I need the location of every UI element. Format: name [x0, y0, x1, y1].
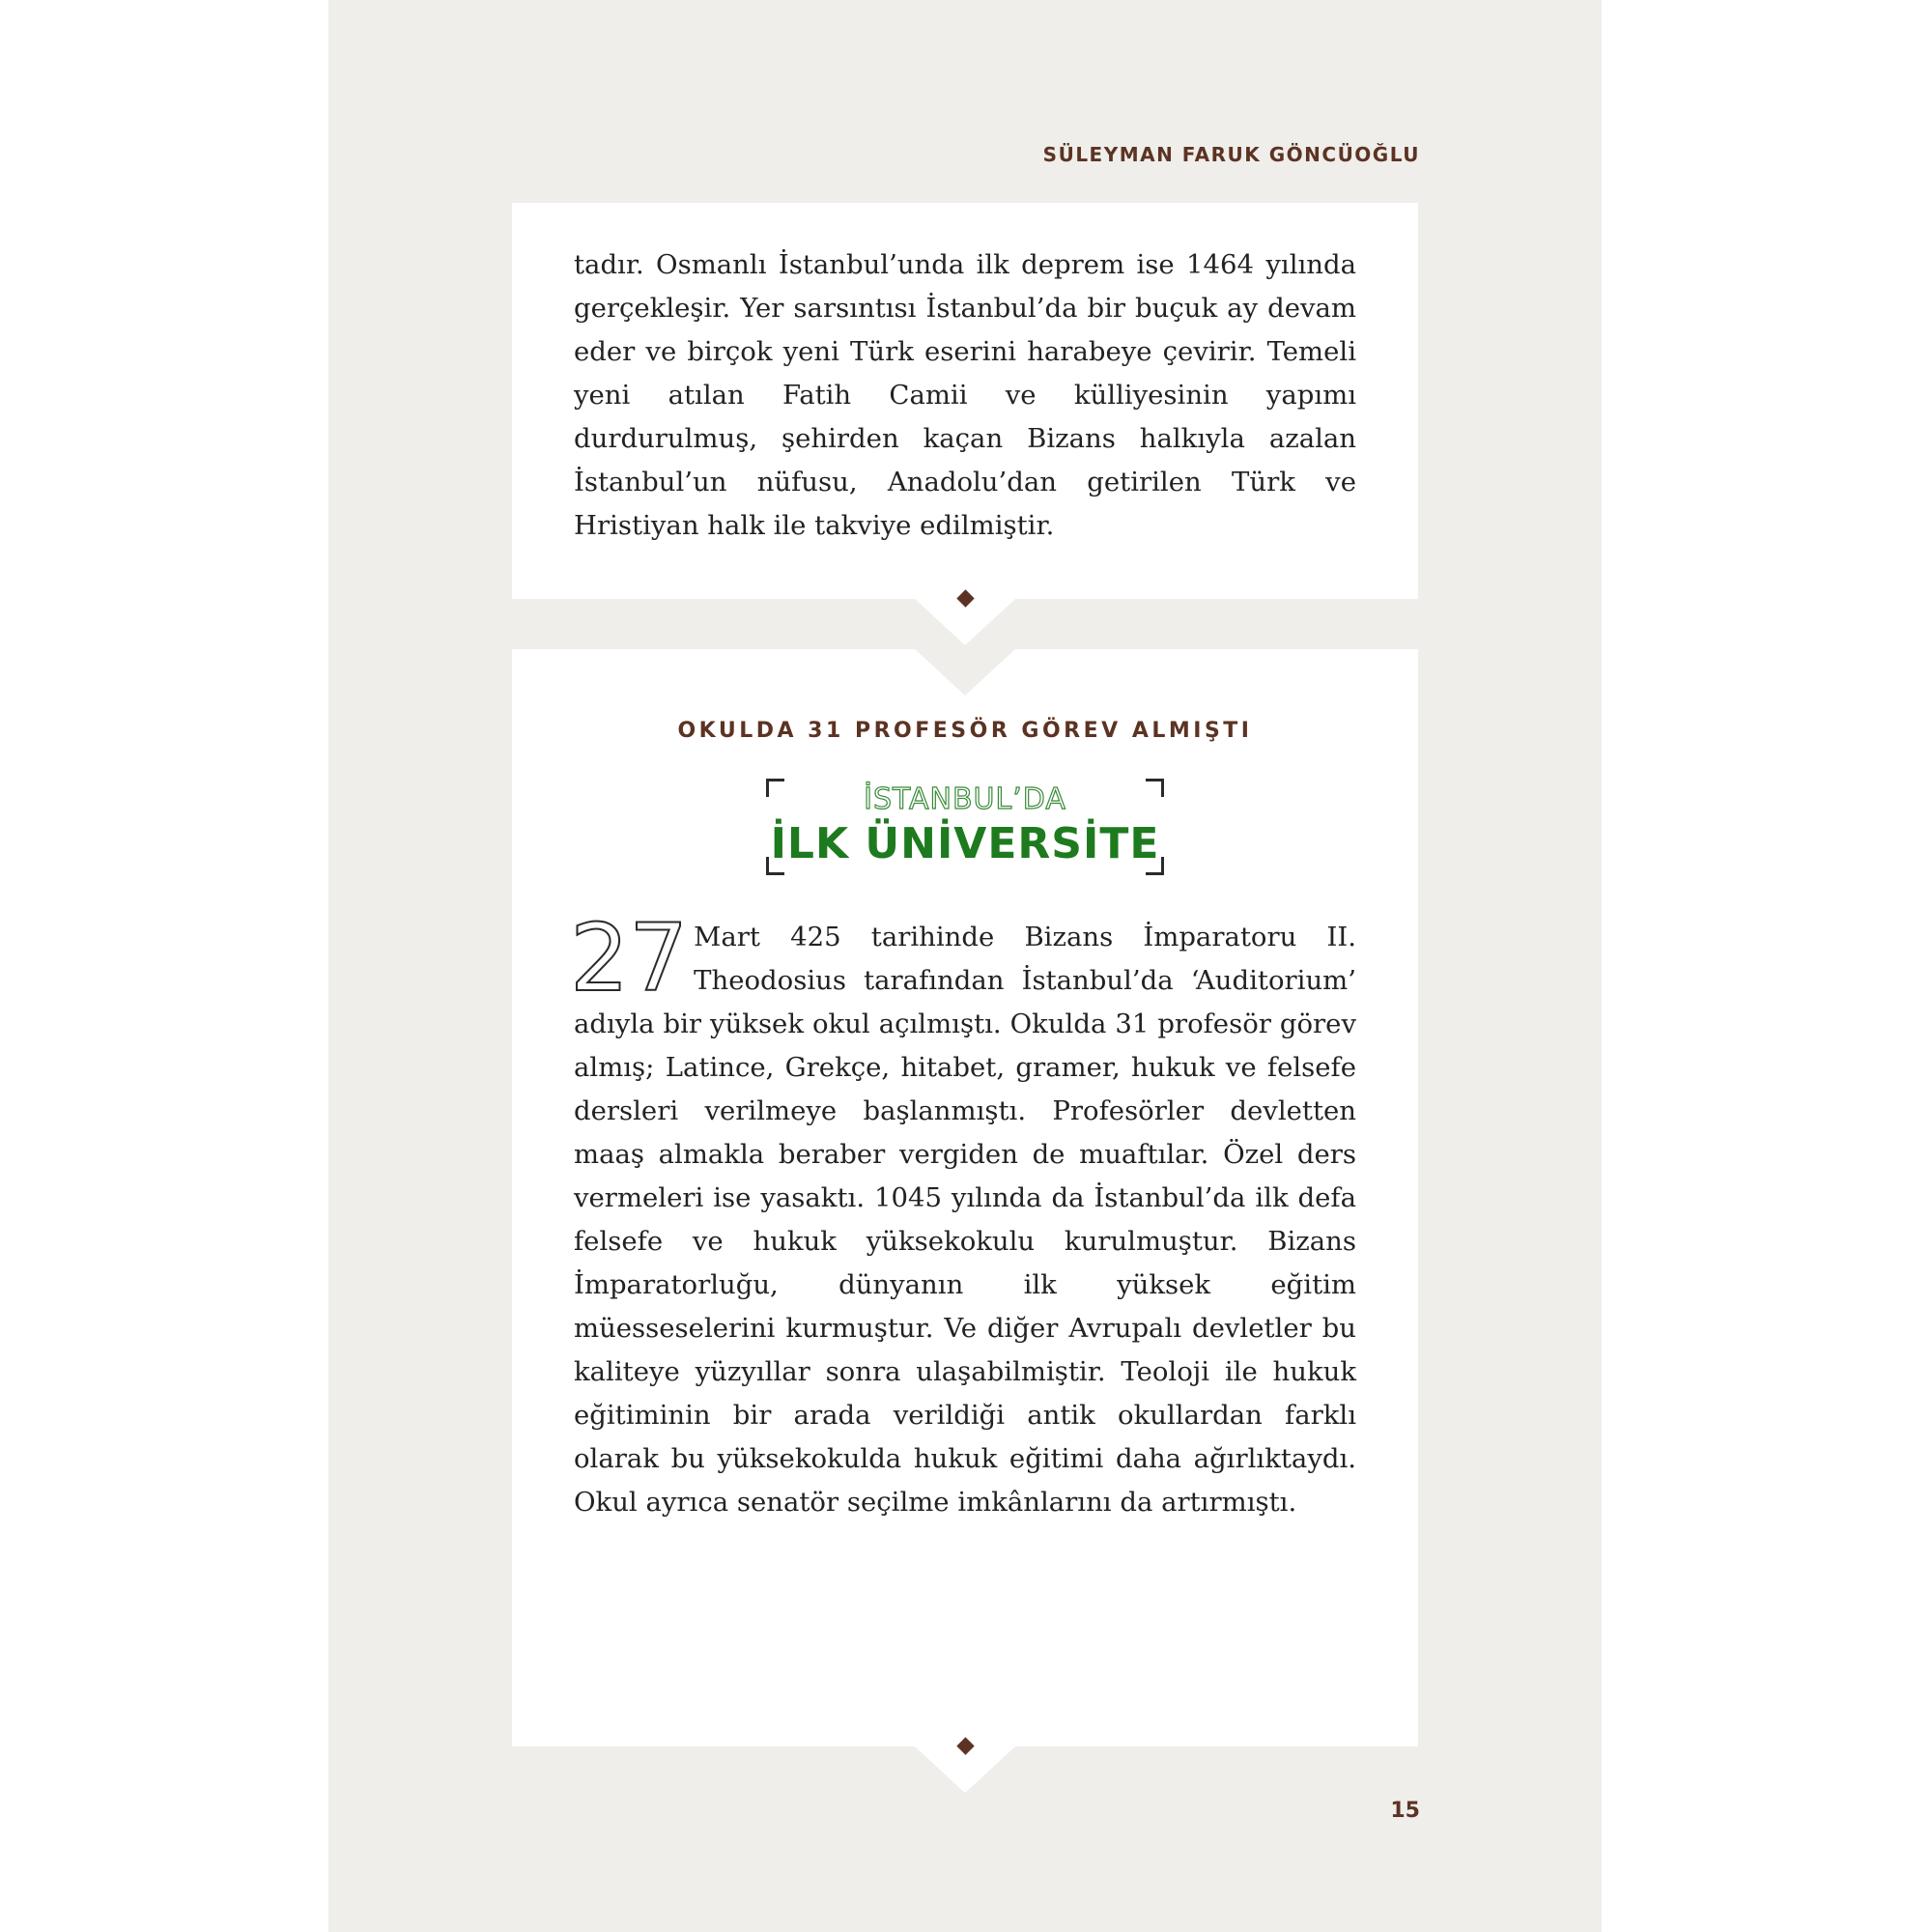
drop-cap-number: 27 — [570, 904, 689, 1012]
book-page — [328, 0, 1602, 1932]
article-kicker: OKULDA 31 PROFESÖR GÖREV ALMIŞTI — [677, 719, 1253, 743]
running-header-author: SÜLEYMAN FARUK GÖNCÜOĞLU — [1042, 143, 1420, 166]
card-top-notch — [915, 649, 1015, 696]
article-title-line1: İSTANBUL’DA — [864, 782, 1066, 816]
text-card-previous — [512, 203, 1418, 599]
article-body-text: Mart 425 tarihinde Bizans İmparatoru II. Theodosius tarafından İstanbul’da ‘Auditorium’ adıyla bir yüksek okul açılmıştı. Okulda 31 profesör görev almış; Latince, Grekçe, hitabet, gramer, hukuk ve felsefe dersleri verilmeye başlanmıştı. Profesörler devletten maaş almakla beraber vergiden de muaftılar. Özel ders vermeleri ise yasaktı. 1045 yılında da İstanbul’da ilk defa felsefe ve hukuk yüksekokulu kurulmuştur. Bizans İmparatorluğu, dünyanın ilk yüksek eğitim müesseselerini kurmuştur. Ve diğer Avrupalı devletler bu kaliteye yüzyıllar sonra ulaşabilmiştir. Teoloji ile hukuk eğitiminin bir arada verildiği antik okullardan farklı olarak bu yüksekokulda hukuk eğitimi daha ağırlıktaydı. Okul ayrıca senatör seçilme imkânlarını da artırmıştı. — [574, 922, 1356, 1518]
page-number: 15 — [1390, 1799, 1420, 1823]
text-card-article — [512, 649, 1418, 1747]
article-title-box — [766, 779, 1164, 875]
article-title-line2: İLK ÜNİVERSİTE — [770, 819, 1160, 868]
article-body — [570, 904, 1356, 1524]
body-text-continued: tadır. Osmanlı İstanbul’unda ilk deprem ise 1464 yılında gerçekleşir. Yer sarsıntısı İstanbul’da bir buçuk ay devam eder ve birçok yeni Türk eserini harabeye çevirir. Temeli yeni atılan Fatih Camii ve külliyesinin yapımı durdurulmuş, şehirden kaçan Bizans halkıyla azalan İstanbul’un nüfusu, Anadolu’dan getirilen Türk ve Hristiyan halk ile takviye edilmiştir. — [574, 249, 1356, 541]
